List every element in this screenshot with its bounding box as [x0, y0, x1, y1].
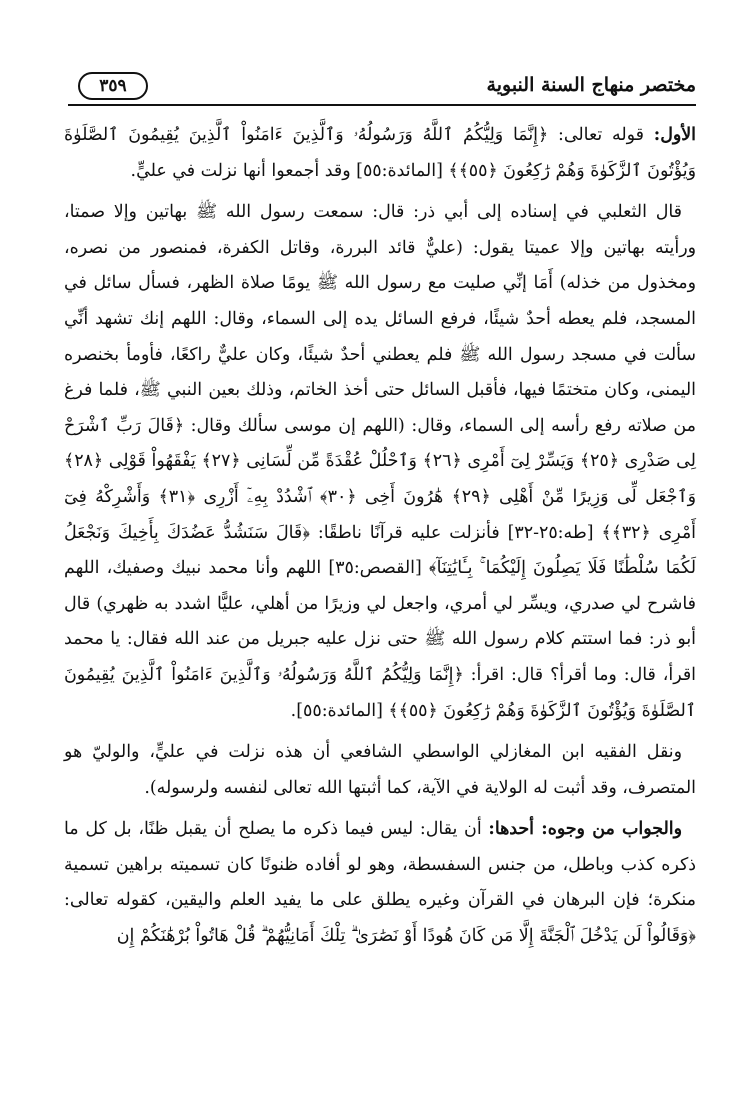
- paragraph-text: أن يقال: ليس فيما ذكره ما يصلح أن يقبل ظنًا، بل كل ما ذكره كذب وباطل، من جنس السفسطة، وهو لو أفاده ظنونًا كان تسميته براهين تسمية منكرة؛ فإن البرهان في القرآن وغيره يطلق على ما يفيد العلم واليقين، كقوله تعالى: ﴿وَقَالُواْ لَن يَدْخُلَ ٱلْجَنَّةَ إِلَّا مَن كَانَ هُودًا أَوْ نَصَٰرَىٰ ۗ تِلْكَ أَمَانِيُّهُمْ ۗ قُلْ هَاتُواْ بُرْهَٰنَكُمْ إِن: [64, 819, 696, 947]
- paragraph-text: قوله تعالى: ﴿إِنَّمَا وَلِيُّكُمُ ٱللَّهُ وَرَسُولُهُۥ وَٱلَّذِينَ ءَامَنُواْ ٱلَّذِينَ يُقِيمُونَ ٱلصَّلَوٰةَ وَيُؤْتُونَ ٱلزَّكَوٰةَ وَهُمْ رَٰكِعُونَ ﴿٥٥﴾﴾ [المائدة:٥٥] وقد أجمعوا أنها نزلت في عليٍّ.: [64, 125, 696, 181]
- paragraph-lead: الأول:: [653, 125, 696, 145]
- paragraph-maghazili: [64, 735, 696, 806]
- paragraph-text: ونقل الفقيه ابن المغازلي الواسطي الشافعي أن هذه نزلت في عليٍّ، والوليّ هو المتصرف، وقد أثبت له الولاية في الآية، كما أثبتها الله تعالى لنفسه ولرسوله).: [64, 742, 696, 798]
- paragraph-thalabi: [64, 195, 696, 729]
- paragraph-first: [64, 118, 696, 189]
- header-divider: [68, 104, 696, 106]
- paragraph-answer: [64, 812, 696, 954]
- paragraph-text: قال الثعلبي في إسناده إلى أبي ذر: قال: سمعت رسول الله ﷺ بهاتين وإلا صمتا، ورأيته بهاتين وإلا عميتا يقول: (عليٌّ قائد البررة، وقاتل الكفرة، فمنصور من نصره، ومخذول من خذله) أَمَا إنِّي صليت مع رسول الله ﷺ يومًا صلاة الظهر، فسأل سائل في المسجد، فلم يعطه أحدٌ شيئًا، فرفع السائل يده إلى السماء، وقال: اللهم إنك تشهد أنِّي سألت في مسجد رسول الله ﷺ فلم يعطني أحدٌ شيئًا، وكان عليٌّ راكعًا، فأومأ بخنصره اليمنى، وكان متختمًا فيها، فأقبل السائل حتى أخذ الخاتم، وذلك بعين النبي ﷺ، فلما فرغ من صلاته رفع رأسه إلى السماء، وقال: (اللهم إن موسى سألك وقال: ﴿قَالَ رَبِّ ٱشْرَحْ لِى صَدْرِى ﴿٢٥﴾ وَيَسِّرْ لِىٓ أَمْرِى ﴿٢٦﴾ وَٱحْلُلْ عُقْدَةً مِّن لِّسَانِى ﴿٢٧﴾ يَفْقَهُواْ قَوْلِى ﴿٢٨﴾ وَٱجْعَل لِّى وَزِيرًا مِّنْ أَهْلِى ﴿٢٩﴾ هَٰرُونَ أَخِى ﴿٣٠﴾ ٱشْدُدْ بِهِۦٓ أَزْرِى ﴿٣١﴾ وَأَشْرِكْهُ فِىٓ أَمْرِى ﴿٣٢﴾﴾ [طه:٢٥-٣٢] فأنزلت عليه قرآنًا ناطقًا: ﴿قَالَ سَنَشُدُّ عَضُدَكَ بِأَخِيكَ وَنَجْعَلُ لَكُمَا سُلْطَٰنًا فَلَا يَصِلُونَ إِلَيْكُمَا ۚ بِـَٔايَٰتِنَآ﴾ [القصص:٣٥] اللهم وأنا محمد نبيك وصفيك، اللهم فاشرح لي صدري، ويسِّر لي أمري، واجعل لي وزيرًا من أهلي، عليًّا اشدد به ظهري) قال أبو ذر: فما استتم كلام رسول الله ﷺ حتى نزل عليه جبريل من عند الله فقال: يا محمد اقرأ، قال: وما أقرأ؟ قال: اقرأ: ﴿إِنَّمَا وَلِيُّكُمُ ٱللَّهُ وَرَسُولُهُۥ وَٱلَّذِينَ ءَامَنُواْ ٱلَّذِينَ يُقِيمُونَ ٱلصَّلَوٰةَ وَيُؤْتُونَ ٱلزَّكَوٰةَ وَهُمْ رَٰكِعُونَ ﴿٥٥﴾﴾ [المائدة:٥٥].: [64, 202, 696, 721]
- paragraph-lead: والجواب من وجوه: أحدها:: [488, 819, 682, 840]
- page-number-badge: ٣٥٩: [78, 72, 148, 100]
- page-body: [64, 118, 696, 955]
- book-title: مختصر منهاج السنة النبوية: [486, 74, 696, 96]
- page-header: [68, 70, 696, 110]
